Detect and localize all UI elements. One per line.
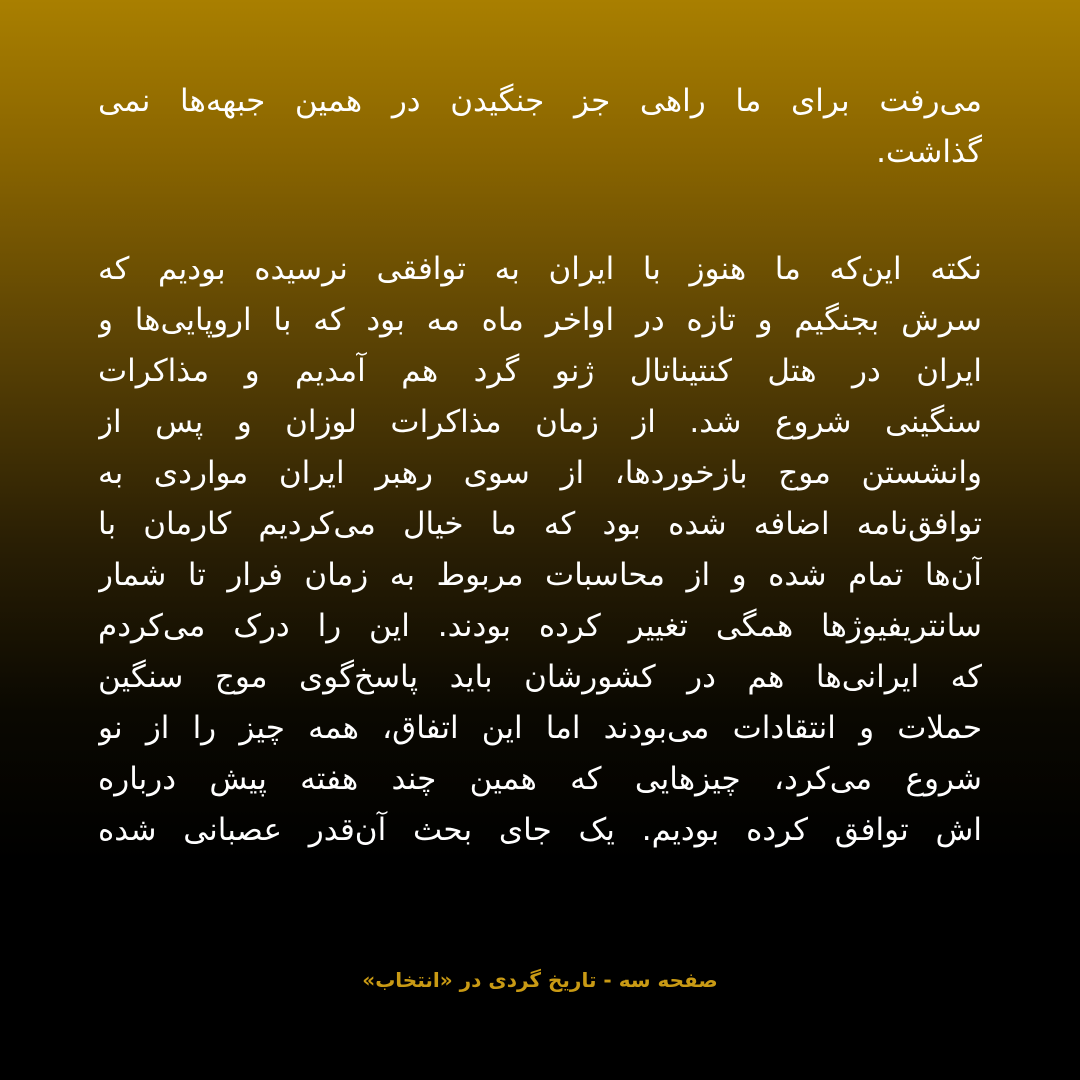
paragraph-2-line: حملات و انتقادات می‌بودند اما این اتفاق، همه چیز را از نو (98, 710, 982, 746)
paragraph-2-line: وانشستن موج بازخوردها، از سوی رهبر ایران مواردی به (98, 455, 982, 491)
paragraph-2-line: سنگینی شروع شد. از زمان مذاکرات لوزان و پس از (98, 404, 982, 440)
paragraph-2-line: نکته این‌که ما هنوز با ایران به توافقی نرسیده بودیم که (98, 251, 982, 287)
paragraph-2-line: سانتریفیوژها همگی تغییر کرده بودند. این را درک می‌کردم (98, 608, 982, 644)
footer-caption: صفحه سه - تاریخ گردی در «انتخاب» (362, 968, 718, 992)
paragraph-1-line: می‌رفت برای ما راهی جز جنگیدن در همین جبهه‌ها نمی (98, 83, 982, 119)
paragraph-2-line: آن‌ها تمام شده و از محاسبات مربوط به زمان فرار تا شمار (98, 557, 982, 593)
paragraph-2-line: ایران در هتل کنتیناتال ژنو گرد هم آمدیم و مذاکرات (98, 353, 982, 389)
paragraph-2-line: توافق‌نامه اضافه شده بود که ما خیال می‌کردیم کارمان با (98, 506, 982, 542)
paragraph-2-line: شروع می‌کرد، چیزهایی که همین چند هفته پیش درباره (98, 761, 982, 797)
paragraph-1-line: گذاشت. (876, 134, 982, 170)
paragraph-2-line: سرش بجنگیم و تازه در اواخر ماه مه بود که با اروپایی‌ها و (98, 302, 982, 338)
paragraph-2 (98, 244, 982, 856)
paragraph-2-line: که ایرانی‌ها هم در کشورشان باید پاسخ‌گوی موج سنگین (98, 659, 982, 695)
paragraph-1 (98, 76, 982, 178)
paragraph-2-line: اش توافق کرده بودیم. یک جای بحث آن‌قدر عصبانی شده (98, 812, 982, 848)
